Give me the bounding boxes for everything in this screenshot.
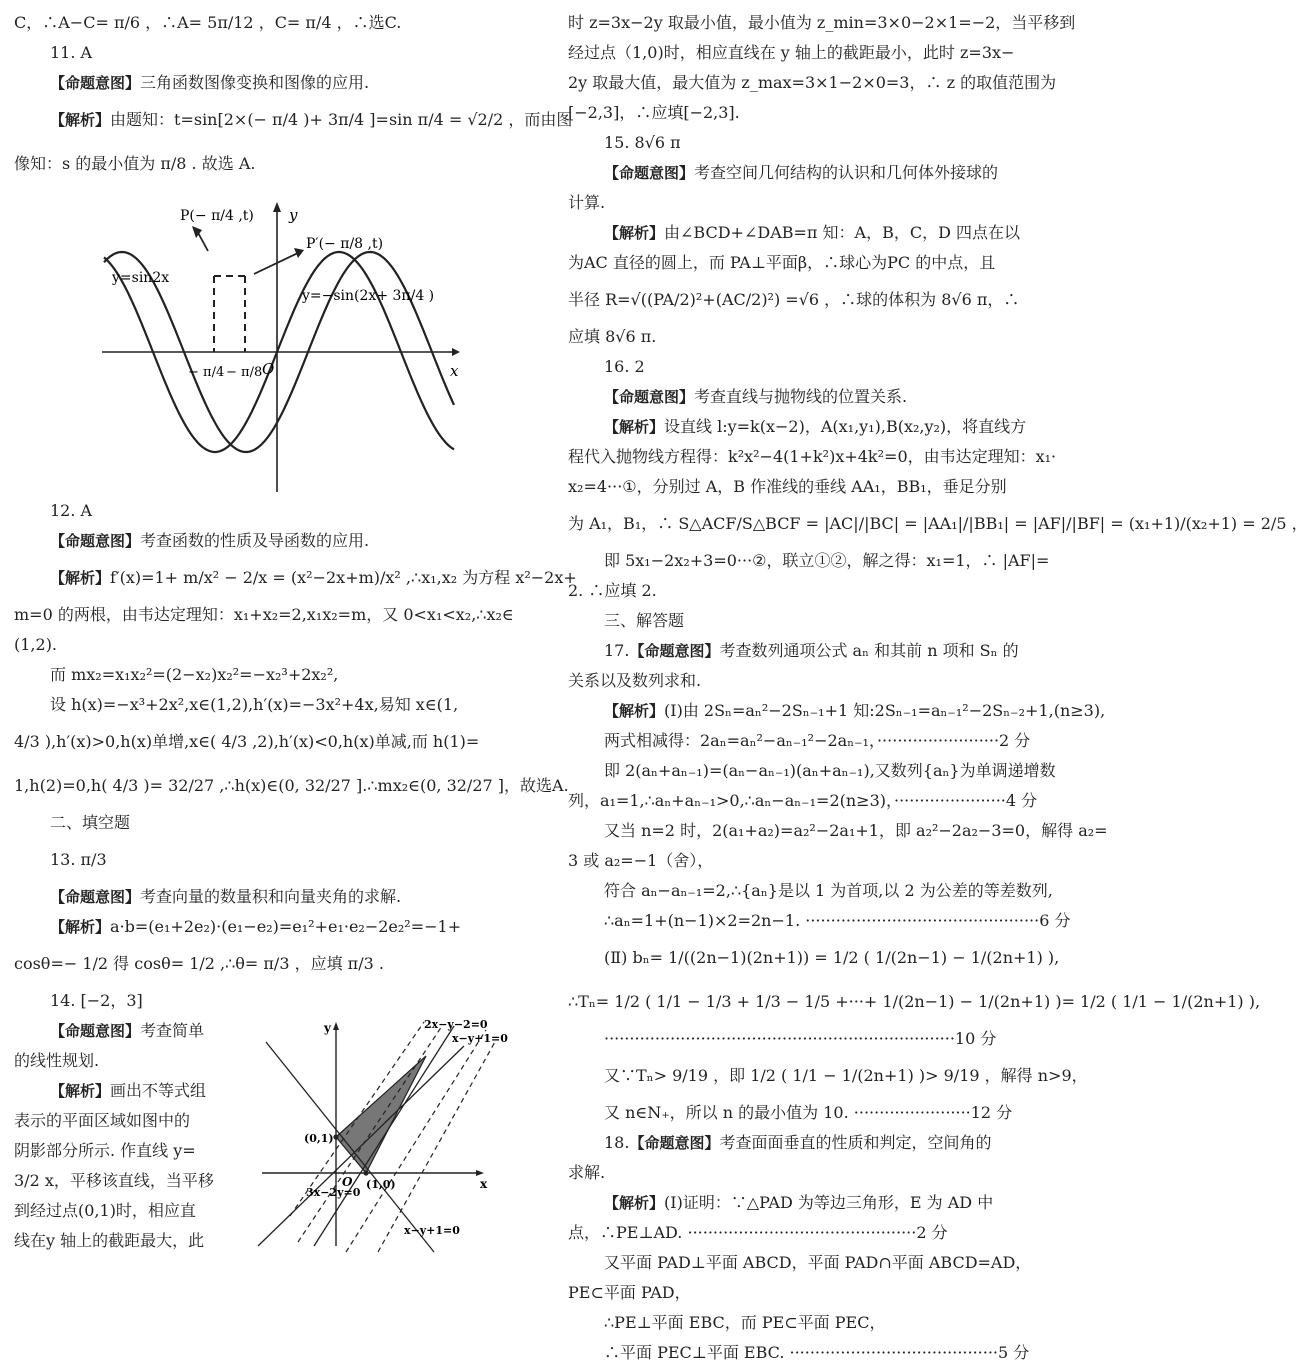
text-line: (Ⅱ) bₙ= 1/((2n−1)(2n+1)) = 1/2 ( 1/(2n−1) − 1/(2n+1) ),: [604, 948, 1060, 967]
point-0-1: [333, 1134, 338, 1139]
text-line: 为AC 直径的圆上，而 PA⊥平面β，∴球心为PC 的中点，且: [568, 253, 996, 272]
text-line: 又当 n=2 时，2(a₁+a₂)=a₂²−2a₁+1，即 a₂²−2a₂−3=0，解得 a₂=: [604, 821, 1108, 840]
label-x: x: [450, 362, 459, 380]
text-line: 半径 R=√((PA/2)²+(AC/2)²) =√6 ，∴球的体积为 8√6 π，∴: [568, 290, 1020, 309]
label-x: x: [480, 1177, 488, 1191]
text-line: 时 z=3x−2y 取最小值，最小值为 z_min=3×0−2×1=−2，当平移到: [568, 13, 1076, 32]
section-tag: 【命题意图】: [50, 74, 141, 92]
text-line: 即 2(aₙ+aₙ₋₁)=(aₙ−aₙ₋₁)(aₙ+aₙ₋₁),又数列{aₙ}为单调递增数: [604, 761, 1056, 780]
left-top-text: [14, 8, 573, 186]
tick-label: − π/4: [188, 365, 225, 380]
label-line-2: x−y+1=0: [452, 1032, 508, 1045]
analysis-17: 【解析】(Ⅰ)由 2Sₙ=aₙ²−2Sₙ₋₁+1 知:2Sₙ₋₁=aₙ₋₁²−2Sₙ₋₂+1,(n≥3),: [604, 701, 1106, 720]
analysis-12: 【解析】f′(x)=1+ m/x² − 2/x = (x²−2x+m)/x² ,∴x₁,x₂ 为方程 x²−2x+: [50, 568, 577, 587]
label-line-3: 3x−2y=0: [306, 1186, 361, 1199]
section-tag: 【解析】: [50, 569, 111, 587]
section-tag: 【命题意图】: [50, 888, 141, 906]
text-line: (1,2).: [14, 635, 58, 654]
problem-14-block: [14, 1016, 514, 1256]
intent-17: 17.【命题意图】考查数列通项公式 aₙ 和其前 n 项和 Sₙ 的: [604, 641, 1019, 660]
text-line: 两式相减得：2aₙ=aₙ²−aₙ₋₁²−2aₙ₋₁，························2 分: [604, 731, 1031, 750]
section-tag: 【命题意图】: [50, 1022, 141, 1040]
text-line: x₂=4···①，分别过 A，B 作准线的垂线 AA₁，BB₁，垂足分别: [568, 477, 1007, 496]
arrow-head: [294, 248, 304, 258]
answer-16: 16. 2: [604, 357, 645, 376]
section-tag: 【解析】: [50, 1082, 111, 1100]
text-line: 即 5x₁−2x₂+3=0···②，联立①②，解之得：x₁=1，∴ |AF|=: [604, 551, 1050, 570]
label-point-1: (0,1): [304, 1132, 334, 1145]
line-x-y-plus-1: [258, 1046, 464, 1246]
text-line: 应填 8√6 π.: [568, 327, 657, 346]
intent-14: 【命题意图】考查简单: [50, 1021, 205, 1040]
text-line: 经过点（1,0)时，相应直线在 y 轴上的截距最小，此时 z=3x−: [568, 43, 1015, 62]
label-origin: O: [342, 1175, 353, 1189]
text-line: 符合 aₙ−aₙ₋₁=2,∴{aₙ}是以 1 为首项,以 2 为公差的等差数列,: [604, 881, 1053, 900]
label-point-2: (1,0): [366, 1178, 396, 1191]
intent-15: 【命题意图】考查空间几何结构的认识和几何体外接球的: [604, 163, 999, 182]
intent-12: 【命题意图】考查函数的性质及导函数的应用.: [50, 531, 370, 550]
section-tag: 【解析】: [604, 702, 665, 720]
section-tag: 【解析】: [50, 111, 111, 129]
section-tag: 【命题意图】: [604, 164, 695, 182]
label-point-p: P(− π/4 ,t): [180, 208, 254, 224]
section-tag: 【命题意图】: [629, 1134, 720, 1152]
analysis-13: 【解析】a·b=(e₁+2e₂)·(e₁−e₂)=e₁²+e₁·e₂−2e₂²=−1+: [50, 917, 462, 936]
section-tag: 【解析】: [604, 418, 665, 436]
text-line: ∴Tₙ= 1/2 ( 1/1 − 1/3 + 1/3 − 1/5 +···+ 1/(2n−1) − 1/(2n+1) )= 1/2 ( 1/1 − 1/(2n+1) ),: [568, 992, 1261, 1011]
text-line: 的线性规划.: [14, 1051, 100, 1070]
text-line: 线在y 轴上的截距最大，此: [14, 1231, 205, 1250]
text-line: 求解.: [568, 1163, 606, 1182]
label-line-1: 2x−y−2=0: [424, 1018, 488, 1031]
right-column: [568, 8, 1308, 1368]
section-tag: 【解析】: [50, 918, 111, 936]
section-tag: 【解析】: [604, 224, 665, 242]
text-line: 2y 取最大值，最大值为 z_max=3×1−2×0=3，∴ z 的取值范围为: [568, 73, 1057, 92]
text-line: [−2,3]，∴应填[−2,3].: [568, 103, 740, 122]
text-line: 1,h(2)=0,h( 4/3 )= 32/27 ,∴h(x)∈(0, 32/27 ].∴mx₂∈(0, 32/27 ]，故选A.: [14, 776, 569, 795]
text-line: 2. ∴应填 2.: [568, 581, 657, 600]
problem-14-text: [14, 1016, 239, 1256]
analysis-18: 【解析】(Ⅰ)证明：∵△PAD 为等边三角形，E 为 AD 中: [604, 1193, 994, 1212]
analysis-11: 【解析】由题知：t=sin[2×(− π/4 )+ 3π/4 ]=sin π/4 = √2/2 ，而由图: [50, 110, 573, 129]
text-line: C，∴A−C= π/6 ，∴A= 5π/12 ，C= π/4 ，∴选C.: [14, 13, 402, 32]
analysis-14: 【解析】画出不等式组: [50, 1081, 207, 1100]
label-origin: O: [262, 360, 275, 378]
text-line: ∴aₙ=1+(n−1)×2=2n−1. ··············································6 分: [604, 911, 1071, 930]
section-tag: 【命题意图】: [50, 532, 141, 550]
section-tag: 【命题意图】: [629, 642, 720, 660]
text-line: 3 或 a₂=−1（舍），: [568, 851, 714, 870]
left-mid-text: [14, 496, 577, 1016]
text-line: 关系以及数列求和.: [568, 671, 702, 690]
y-axis-arrow: [273, 202, 281, 212]
text-line: 点，∴PE⊥AD. ·············································2 分: [568, 1223, 948, 1242]
label-curve-1: y=sin2x: [112, 270, 170, 286]
linear-programming-figure: [254, 1016, 509, 1252]
text-line: 列，a₁=1,∴aₙ+aₙ₋₁>0,∴aₙ−aₙ₋₁=2(n≥3)，······················4 分: [568, 791, 1038, 810]
text-line: 又平面 PAD⊥平面 ABCD，平面 PAD∩平面 ABCD=AD，: [604, 1253, 1032, 1272]
feasible-region: [336, 1056, 426, 1173]
text-line: 阴影部分所示. 作直线 y=: [14, 1141, 196, 1160]
label-curve-2: y=−sin(2x+ 3π/4 ): [302, 288, 435, 304]
text-line: 像知：s 的最小值为 π/8 . 故选 A.: [14, 154, 256, 173]
sine-graph-figure: [84, 196, 464, 496]
label-y: y: [324, 1021, 331, 1035]
text-line: 计算.: [568, 193, 606, 212]
text-line: cosθ=− 1/2 得 cosθ= 1/2 ,∴θ= π/3 ，应填 π/3 .: [14, 954, 384, 973]
label-point-p2: P′(− π/8 ,t): [306, 236, 384, 252]
label-line-4: x−y+1=0: [404, 1224, 460, 1237]
x-axis-arrow: [476, 1170, 484, 1176]
text-line: ∴PE⊥平面 EBC，而 PE⊂平面 PEC，: [604, 1313, 886, 1332]
text-line: ∴平面 PEC⊥平面 EBC. ·········································5 分: [604, 1343, 1030, 1362]
text-line: 程代入抛物线方程得：k²x²−4(1+k²)x+4k²=0，由韦达定理知：x₁·: [568, 447, 1057, 466]
answer-11: 11. A: [50, 43, 93, 62]
text-line: m=0 的两根，由韦达定理知：x₁+x₂=2,x₁x₂=m，又 0<x₁<x₂,∴x₂∈: [14, 605, 514, 624]
y-axis-arrow: [333, 1022, 339, 1030]
label-y: y: [289, 206, 298, 224]
analysis-16: 【解析】设直线 l:y=k(x−2)，A(x₁,y₁),B(x₂,y₂)，将直线方: [604, 417, 1027, 436]
text-line: 又 n∈N₊，所以 n 的最小值为 10. ·······················12 分: [604, 1103, 1013, 1122]
x-axis-arrow: [452, 348, 460, 356]
section-heading-fill: 二、填空题: [50, 813, 131, 832]
intent-13: 【命题意图】考查向量的数量积和向量夹角的求解.: [50, 887, 402, 906]
intent-11: 【命题意图】三角函数图像变换和图像的应用.: [50, 73, 370, 92]
answer-13: 13. π/3: [50, 850, 107, 869]
answer-14: 14. [−2，3]: [50, 991, 143, 1010]
answer-12: 12. A: [50, 501, 93, 520]
analysis-15: 【解析】由∠BCD+∠DAB=π 知：A，B，C，D 四点在以: [604, 223, 1020, 242]
text-line: 表示的平面区域如图中的: [14, 1111, 191, 1130]
left-column: [14, 8, 577, 1256]
text-line: PE⊂平面 PAD，: [568, 1283, 691, 1302]
intent-18: 18.【命题意图】考查面面垂直的性质和判定，空间角的: [604, 1133, 992, 1152]
section-tag: 【解析】: [604, 1194, 665, 1212]
point-1-0: [363, 1170, 368, 1175]
section-heading-solution: 三、解答题: [604, 611, 685, 630]
text-line: 设 h(x)=−x³+2x²,x∈(1,2),h′(x)=−3x²+4x,易知 x∈(1,: [50, 695, 459, 714]
text-line: 又∵Tₙ> 9/19 ，即 1/2 ( 1/1 − 1/(2n+1) )> 9/19 ，解得 n>9，: [604, 1066, 1088, 1085]
text-line: 3/2 x，平移该直线，当平移: [14, 1171, 214, 1190]
answer-15: 15. 8√6 π: [604, 133, 681, 152]
intent-16: 【命题意图】考查直线与抛物线的位置关系.: [604, 387, 908, 406]
text-line: ·····································································10 分: [604, 1029, 997, 1048]
section-tag: 【命题意图】: [604, 388, 695, 406]
text-line: 4/3 ),h′(x)>0,h(x)单增,x∈( 4/3 ,2),h′(x)<0,h(x)单减,而 h(1)=: [14, 732, 480, 751]
text-line: 到经过点(0,1)时，相应直: [14, 1201, 196, 1220]
tick-label: − π/8: [226, 365, 263, 380]
text-line: 为 A₁，B₁，∴ S△ACF/S△BCF = |AC|/|BC| = |AA₁|/|BB₁| = |AF|/|BF| = (x₁+1)/(x₂+1) = 2/5 ，: [568, 514, 1308, 533]
text-line: 而 mx₂=x₁x₂²=(2−x₂)x₂²=−x₂³+2x₂²,: [50, 665, 339, 684]
